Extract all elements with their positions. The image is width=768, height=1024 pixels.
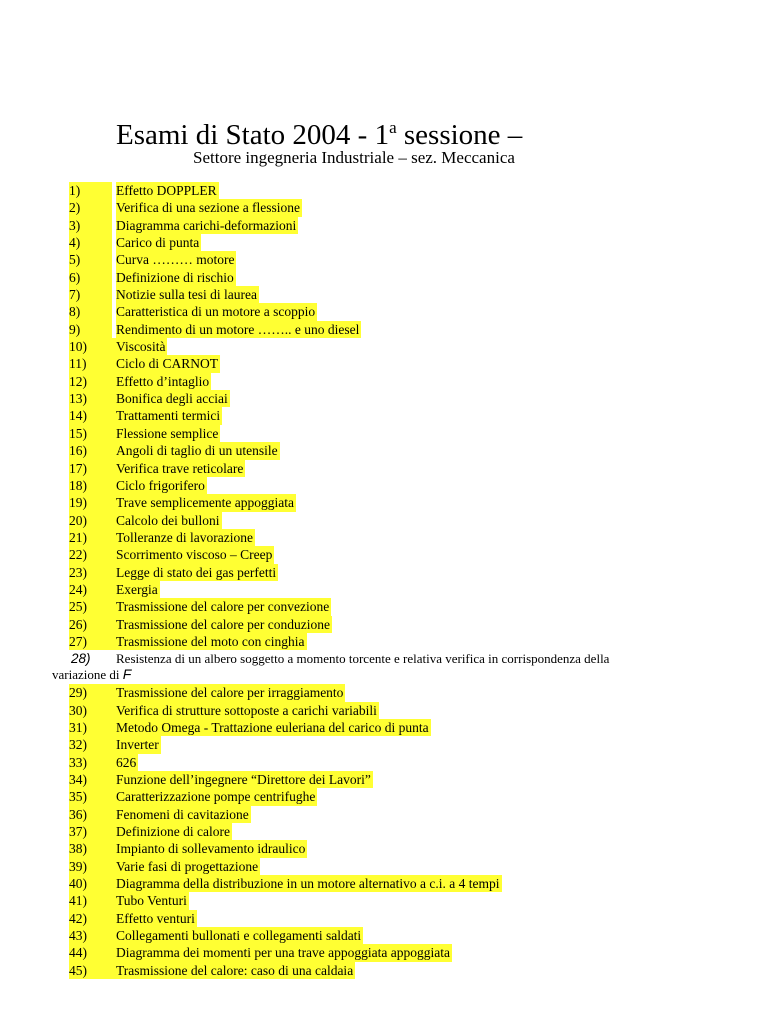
list-item xyxy=(0,321,768,338)
item-number: 36) xyxy=(69,806,119,823)
item-text: Trasmissione del calore per convezione xyxy=(116,599,330,615)
list-item xyxy=(0,598,768,615)
item-number: 43) xyxy=(69,927,119,944)
item-number: 32) xyxy=(69,736,119,753)
item-text: Verifica di strutture sottoposte a carichi variabili xyxy=(116,702,377,718)
item-text: Diagramma dei momenti per una trave appoggiata appoggiata xyxy=(116,945,450,961)
item-number: 22) xyxy=(69,546,119,563)
list-item xyxy=(0,425,768,442)
item-number: 44) xyxy=(69,944,119,961)
item-number: 21) xyxy=(69,529,119,546)
list-item xyxy=(0,390,768,407)
item-text: Tolleranze di lavorazione xyxy=(116,529,253,545)
item-text: Trasmissione del calore per irraggiamento xyxy=(116,685,344,701)
item-text: Viscosità xyxy=(116,339,166,355)
item-text: Scorrimento viscoso – Creep xyxy=(116,547,273,563)
item-number: 17) xyxy=(69,460,119,477)
item-number: 5) xyxy=(69,251,112,268)
item-number: 4) xyxy=(69,234,112,251)
item-number: 14) xyxy=(69,407,119,424)
list-item xyxy=(0,460,768,477)
item-text: Definizione di rischio xyxy=(116,269,234,285)
list-item xyxy=(0,633,768,650)
title-tail: sessione – xyxy=(396,119,523,151)
item-number: 2) xyxy=(69,199,112,216)
list-item xyxy=(0,494,768,511)
item-text: Varie fasi di progettazione xyxy=(116,858,259,874)
list-item xyxy=(0,286,768,303)
list-item xyxy=(0,407,768,424)
item-text: Trasmissione del calore: caso di una caldaia xyxy=(116,962,354,978)
item-number: 28) xyxy=(71,651,91,667)
item-number: 23) xyxy=(69,564,119,581)
item-number: 11) xyxy=(69,355,119,372)
item-number: 16) xyxy=(69,442,119,459)
list-item xyxy=(0,199,768,216)
item-text: Caratterizzazione pompe centrifughe xyxy=(116,789,316,805)
list-item xyxy=(0,962,768,979)
item-text: Bonifica degli acciai xyxy=(116,391,228,407)
list-item xyxy=(0,840,768,857)
item-number: 8) xyxy=(69,303,112,320)
item-text: Calcolo dei bulloni xyxy=(116,512,220,528)
item-text: Metodo Omega - Trattazione euleriana del carico di punta xyxy=(116,719,429,735)
topic-list xyxy=(0,182,768,979)
item-number: 27) xyxy=(69,633,119,650)
title-superscript: a xyxy=(389,118,397,137)
item-number: 20) xyxy=(69,512,119,529)
list-item xyxy=(0,684,768,701)
item-number: 18) xyxy=(69,477,119,494)
list-item-28 xyxy=(0,650,768,684)
item-text: Tubo Venturi xyxy=(116,893,187,909)
item-number: 42) xyxy=(69,910,119,927)
item-number: 3) xyxy=(69,217,112,234)
item-number: 37) xyxy=(69,823,119,840)
item-text: Fenomeni di cavitazione xyxy=(116,806,249,822)
list-item xyxy=(0,546,768,563)
item-text: Angoli di taglio di un utensile xyxy=(116,443,278,459)
list-item xyxy=(0,616,768,633)
item-text: Trasmissione del calore per conduzione xyxy=(116,616,330,632)
item-number: 15) xyxy=(69,425,119,442)
list-item xyxy=(0,564,768,581)
page-subtitle: Settore ingegneria Industriale – sez. Meccanica xyxy=(193,148,515,167)
item-text: Verifica di una sezione a flessione xyxy=(116,200,301,216)
item-number: 41) xyxy=(69,892,119,909)
title-main: Esami di Stato 2004 - 1 xyxy=(116,119,390,151)
item-number: 24) xyxy=(69,581,119,598)
list-item xyxy=(0,892,768,909)
item-number: 9) xyxy=(69,321,112,338)
list-item xyxy=(0,771,768,788)
item-number: 26) xyxy=(69,616,119,633)
list-item xyxy=(0,529,768,546)
list-item xyxy=(0,373,768,390)
item-number: 29) xyxy=(69,684,119,701)
list-item xyxy=(0,927,768,944)
item-number: 45) xyxy=(69,962,119,979)
item-number: 38) xyxy=(69,840,119,857)
item-number: 34) xyxy=(69,771,119,788)
item-text: Ciclo di CARNOT xyxy=(116,356,219,372)
item-variable: F xyxy=(122,666,132,683)
item-text: Curva ……… motore xyxy=(116,252,235,268)
item-text-wrap: variazione di xyxy=(52,667,123,683)
item-number: 35) xyxy=(69,788,119,805)
item-text-continuation xyxy=(52,666,131,683)
item-text: Caratteristica di un motore a scoppio xyxy=(116,304,316,320)
list-item xyxy=(0,269,768,286)
list-item xyxy=(0,581,768,598)
item-number: 13) xyxy=(69,390,119,407)
item-text: Verifica trave reticolare xyxy=(116,460,244,476)
item-text: Diagramma carichi-deformazioni xyxy=(116,217,297,233)
list-item xyxy=(0,858,768,875)
item-text: Collegamenti bullonati e collegamenti saldati xyxy=(116,928,362,944)
item-number: 31) xyxy=(69,719,119,736)
item-number: 7) xyxy=(69,286,112,303)
list-item xyxy=(0,806,768,823)
item-text: Diagramma della distribuzione in un motore alternativo a c.i. a 4 tempi xyxy=(116,876,500,892)
item-text: Definizione di calore xyxy=(116,824,230,840)
list-item xyxy=(0,442,768,459)
list-item xyxy=(0,512,768,529)
list-item xyxy=(0,182,768,199)
item-number: 33) xyxy=(69,754,119,771)
list-item xyxy=(0,944,768,961)
list-item xyxy=(0,477,768,494)
item-text: Flessione semplice xyxy=(116,425,219,441)
item-number: 10) xyxy=(69,338,119,355)
list-item xyxy=(0,234,768,251)
list-item xyxy=(0,251,768,268)
item-number: 12) xyxy=(69,373,119,390)
item-number: 1) xyxy=(69,182,112,199)
list-item xyxy=(0,355,768,372)
list-item xyxy=(0,217,768,234)
item-text: Effetto DOPPLER xyxy=(116,183,217,198)
list-item xyxy=(0,823,768,840)
list-item xyxy=(0,754,768,771)
item-text: 626 xyxy=(116,754,137,770)
item-number: 30) xyxy=(69,702,119,719)
list-item xyxy=(0,338,768,355)
item-number: 25) xyxy=(69,598,119,615)
item-text: Trattamenti termici xyxy=(116,408,221,424)
item-number: 6) xyxy=(69,269,112,286)
list-item xyxy=(0,910,768,927)
item-number: 19) xyxy=(69,494,119,511)
item-text: Notizie sulla tesi di laurea xyxy=(116,287,257,303)
list-item xyxy=(0,736,768,753)
item-text: Effetto venturi xyxy=(116,910,195,926)
item-number: 39) xyxy=(69,858,119,875)
list-item xyxy=(0,788,768,805)
item-text: Exergia xyxy=(116,581,158,597)
item-text: Trave semplicemente appoggiata xyxy=(116,495,294,511)
item-text: Trasmissione del moto con cinghia xyxy=(116,633,305,649)
item-text: Funzione dell’ingegnere “Direttore dei Lavori” xyxy=(116,772,371,787)
item-text: Inverter xyxy=(116,737,159,753)
item-text: Impianto di sollevamento idraulico xyxy=(116,841,306,857)
item-text: Resistenza di un albero soggetto a momento torcente e relativa verifica in corrispondenza della xyxy=(116,651,610,667)
item-text: Carico di punta xyxy=(116,235,200,251)
item-text: Rendimento di un motore …….. e uno diesel xyxy=(116,321,360,337)
list-item xyxy=(0,719,768,736)
item-text: Ciclo frigorifero xyxy=(116,477,205,493)
item-number: 40) xyxy=(69,875,119,892)
list-item xyxy=(0,702,768,719)
list-item xyxy=(0,875,768,892)
list-item xyxy=(0,303,768,320)
item-text: Legge di stato dei gas perfetti xyxy=(116,564,277,580)
item-text: Effetto d’intaglio xyxy=(116,373,210,389)
